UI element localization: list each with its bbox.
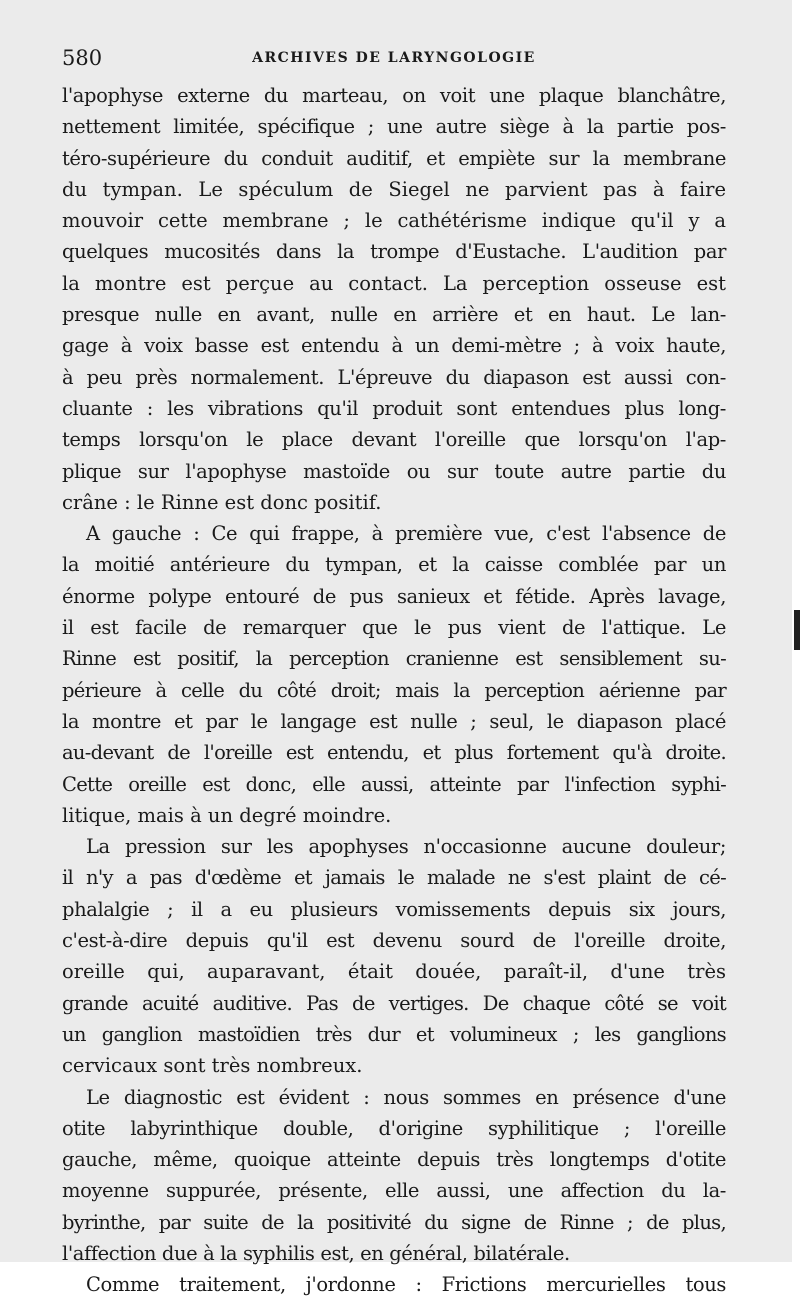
text-line: gauche, même, quoique atteinte depuis très longtemps d'otite <box>62 1148 726 1172</box>
text-line: au-devant de l'oreille est entendu, et plus fortement qu'à droite. <box>62 741 726 765</box>
text-line: Le diagnostic est évident : nous sommes en présence d'une <box>86 1085 726 1109</box>
text-line <box>62 487 726 518</box>
text-line: byrinthe, par suite de la positivité du signe de Rinne ; de plus, <box>62 1210 726 1234</box>
text-line: quelques mucosités dans la trompe d'Eustache. L'audition par <box>62 240 726 264</box>
text-line: cluante : les vibrations qu'il produit sont entendues plus long- <box>62 396 726 420</box>
text-line: il est facile de remarquer que le pus vient de l'attique. Le <box>62 616 726 640</box>
text-line: à peu près normalement. L'épreuve du diapason est aussi con- <box>62 365 726 389</box>
text-line: nettement limitée, spécifique ; une autre siège à la partie pos- <box>62 115 726 139</box>
text-line: la moitié antérieure du tympan, et la caisse comblée par un <box>62 553 726 577</box>
text-line: périeure à celle du côté droit; mais la perception aérienne par <box>62 678 726 702</box>
text-line: énorme polype entouré de pus sanieux et fétide. Après lavage, <box>62 584 726 608</box>
text-line: l'apophyse externe du marteau, on voit une plaque blanchâtre, <box>62 84 726 107</box>
body-text <box>62 80 726 1301</box>
edge-mark <box>794 610 800 650</box>
text-line: Comme traitement, j'ordonne : Frictions mercurielles tous <box>86 1273 726 1297</box>
text-line: il n'y a pas d'œdème et jamais le malade ne s'est plaint de cé- <box>62 866 726 890</box>
text-line: Cette oreille est donc, elle aussi, atteinte par l'infection syphi- <box>62 772 726 796</box>
text-line: l'affection due à la syphilis est, en général, bilatérale. <box>62 1241 570 1265</box>
text-line: grande acuité auditive. Pas de vertiges. De chaque côté se voit <box>62 991 726 1015</box>
text-line: mouvoir cette membrane ; le cathétérisme indique qu'il y a <box>62 209 726 233</box>
text-line: la montre est perçue au contact. La perception osseuse est <box>62 271 726 295</box>
text-line: otite labyrinthique double, d'origine syphilitique ; l'oreille <box>62 1116 726 1140</box>
text-line: presque nulle en avant, nulle en arrière et en haut. Le lan- <box>62 303 726 327</box>
text-line: du tympan. Le spéculum de Siegel ne parvient pas à faire <box>62 177 726 201</box>
page-number: 580 <box>62 46 103 70</box>
text-line: phalalgie ; il a eu plusieurs vomissements depuis six jours, <box>62 897 726 921</box>
text-line: un ganglion mastoïdien très dur et volumineux ; les ganglions <box>62 1022 726 1046</box>
text-line: téro-supérieure du conduit auditif, et empiète sur la membrane <box>62 146 726 170</box>
text-line: plique sur l'apophyse mastoïde ou sur toute autre partie du <box>62 459 726 483</box>
text-line: cervicaux sont très nombreux. <box>62 1054 363 1078</box>
page-header <box>62 46 726 76</box>
text-line: La pression sur les apophyses n'occasionne aucune douleur; <box>86 835 726 859</box>
text-line: la montre et par le langage est nulle ; seul, le diapason placé <box>62 709 726 733</box>
text-line: temps lorsqu'on le place devant l'oreille que lorsqu'on l'ap- <box>62 428 726 452</box>
text-line: oreille qui, auparavant, était douée, paraît-il, d'une très <box>62 960 726 984</box>
text-line: Rinne est positif, la perception cranienne est sensiblement su- <box>62 647 726 671</box>
text-segment: crâne : le Rinne est donc positif. <box>62 490 382 514</box>
text-line: A gauche : Ce qui frappe, à première vue, c'est l'absence de <box>86 522 726 546</box>
text-line: moyenne suppurée, présente, elle aussi, une affection du la- <box>62 1179 726 1203</box>
text-line: c'est-à-dire depuis qu'il est devenu sourd de l'oreille droite, <box>62 929 726 953</box>
running-title: ARCHIVES DE LARYNGOLOGIE <box>252 50 536 66</box>
text-line: gage à voix basse est entendu à un demi-mètre ; à voix haute, <box>62 334 726 358</box>
text-line: litique, mais à un degré moindre. <box>62 803 392 827</box>
